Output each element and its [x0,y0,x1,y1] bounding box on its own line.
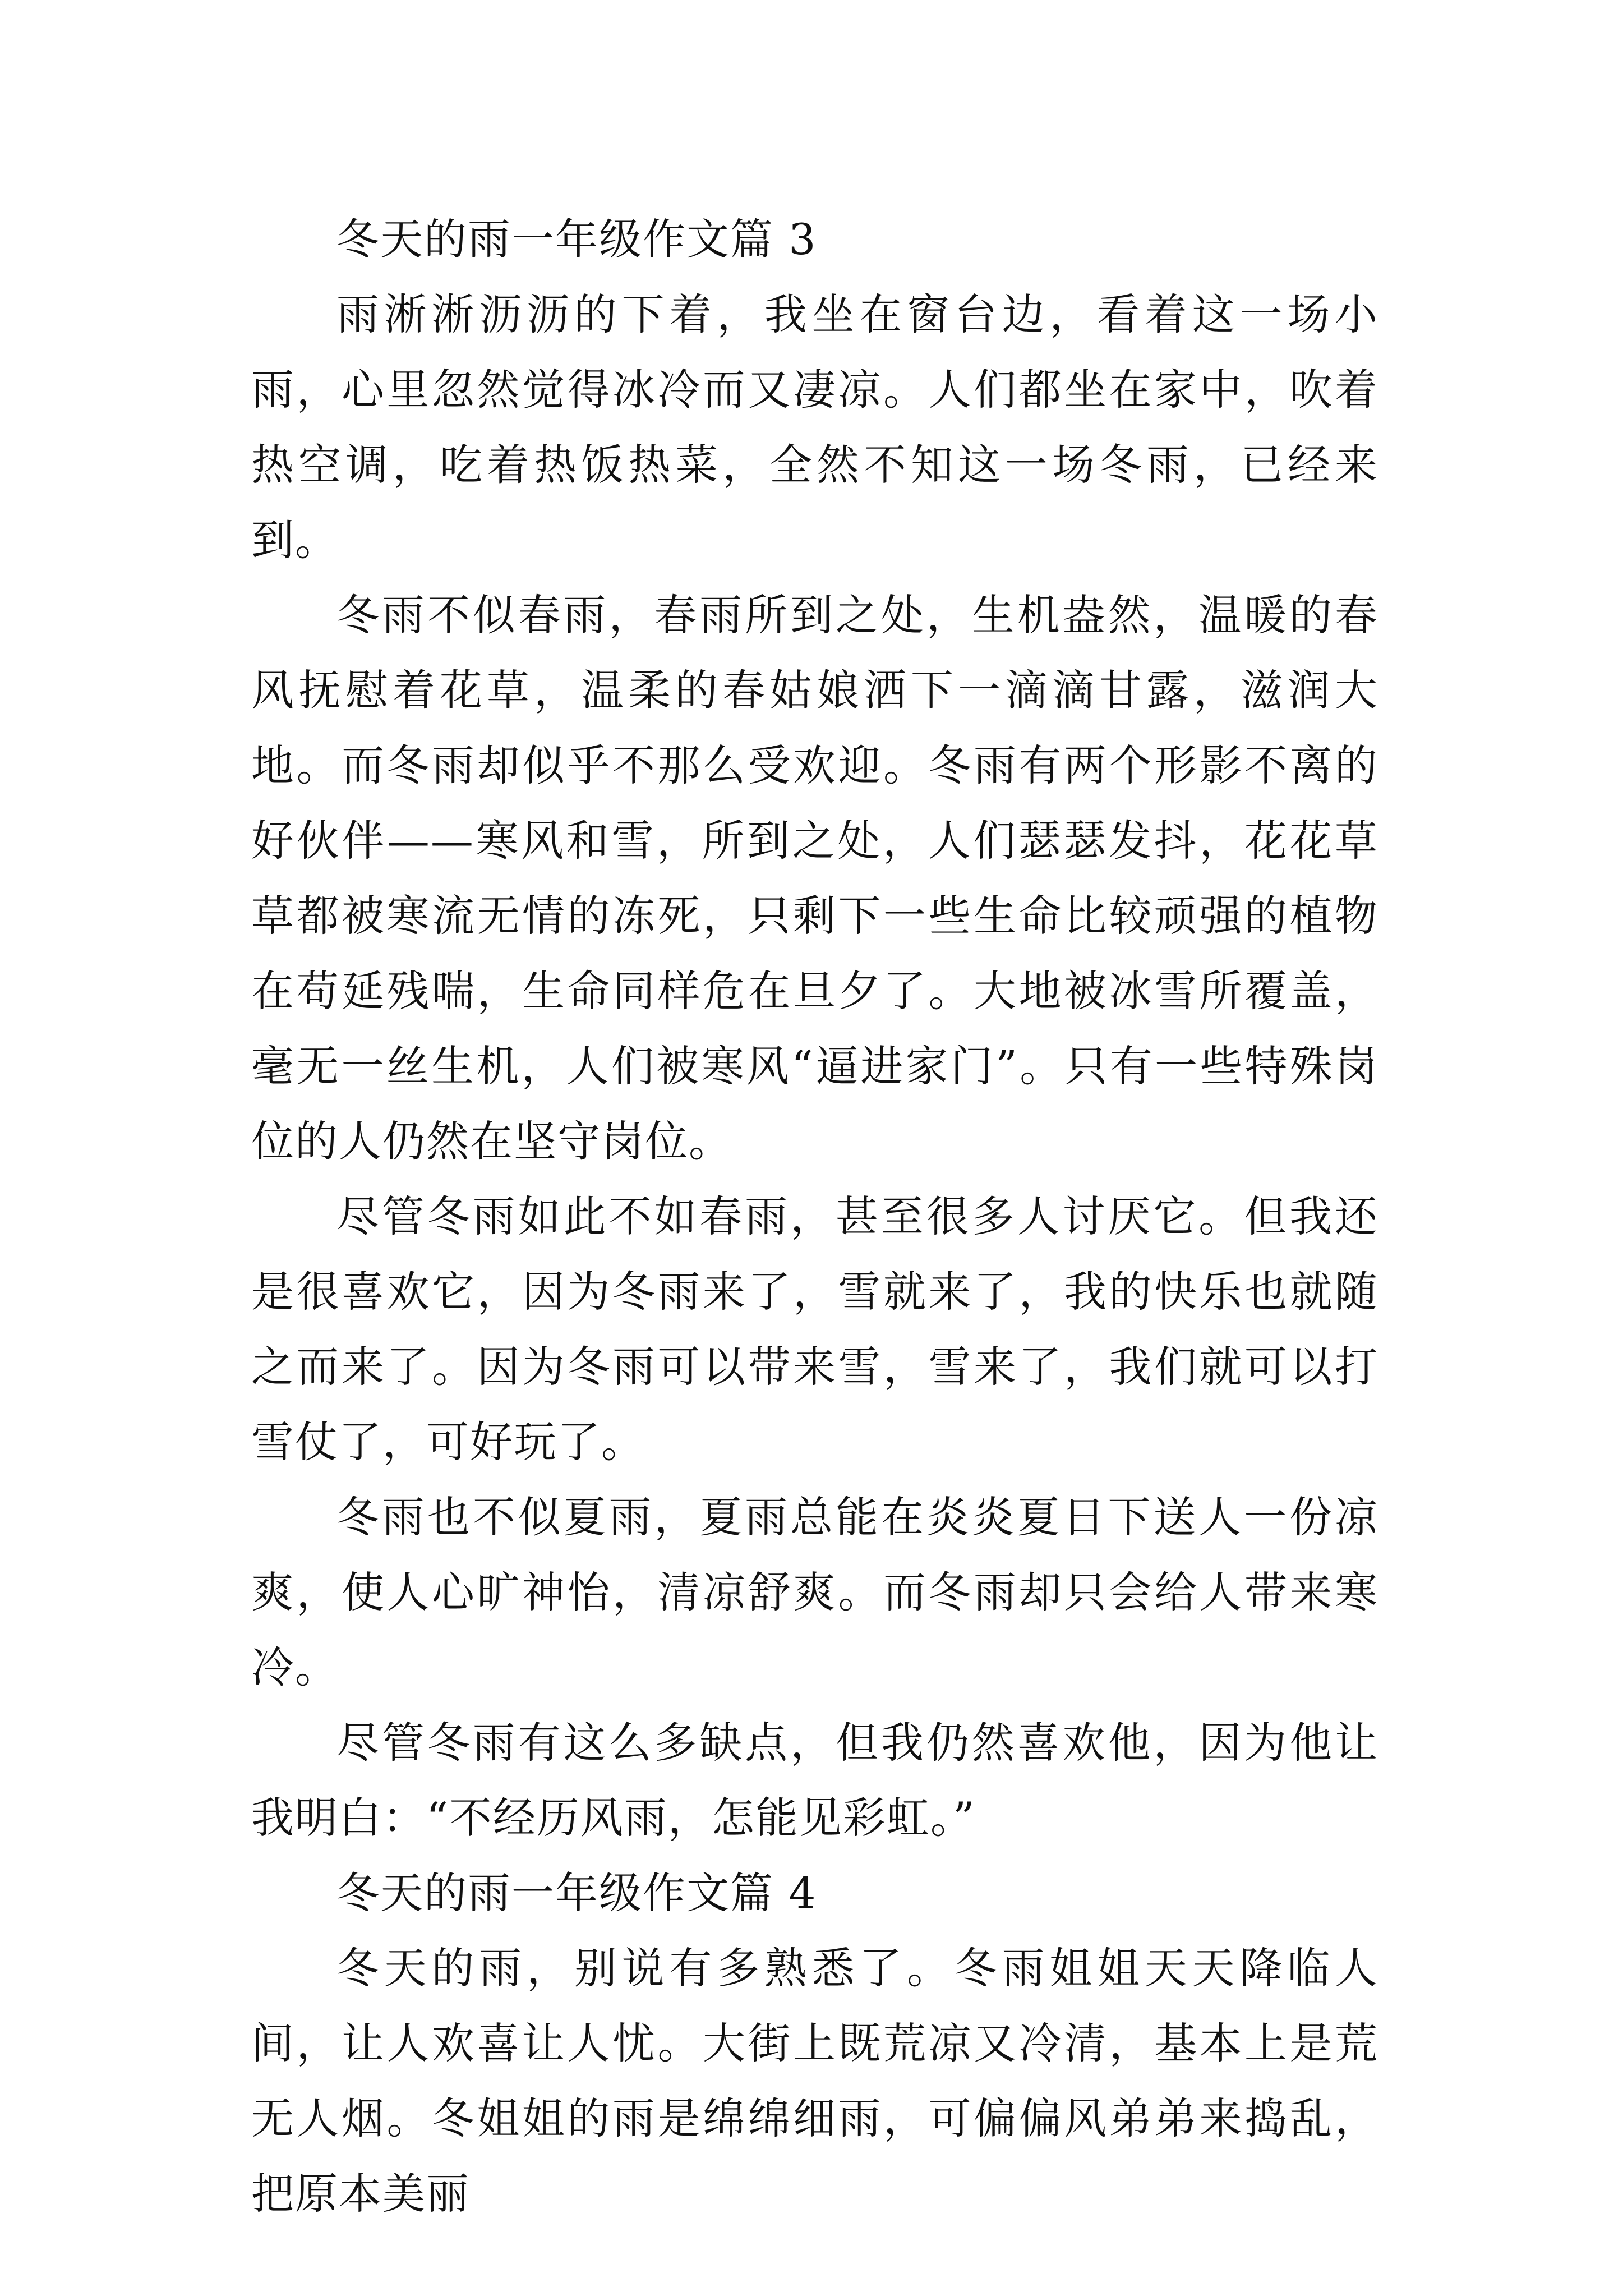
document-body [251,202,1378,2231]
paragraph: 尽管冬雨如此不如春雨，甚至很多人讨厌它。但我还是很喜欢它，因为冬雨来了，雪就来了，我的快乐也就随之而来了。因为冬雨可以带来雪，雪来了，我们就可以打雪仗了，可好玩了。 [251,1191,1378,1467]
paragraph: 冬天的雨，别说有多熟悉了。冬雨姐姐天天降临人间，让人欢喜让人忧。大街上既荒凉又冷清，基本上是荒无人烟。冬姐姐的雨是绵绵细雨，可偏偏风弟弟来捣乱，把原本美丽 [251,1943,1378,2219]
paragraph: 冬雨不似春雨，春雨所到之处，生机盎然，温暖的春风抚慰着花草，温柔的春姑娘洒下一滴滴甘露，滋润大地。而冬雨却似乎不那么受欢迎。冬雨有两个形影不离的好伙伴——寒风和雪，所到之处，人们瑟瑟发抖，花花草草都被寒流无情的冻死，只剩下一些生命比较顽强的植物在苟延残喘，生命同样危在旦夕了。大地被冰雪所覆盖，毫无一丝生机，人们被寒风“逼进家门”。只有一些特殊岗位的人仍然在坚守岗位。 [251,590,1378,1166]
paragraph: 冬雨也不似夏雨，夏雨总能在炎炎夏日下送人一份凉爽，使人心旷神怡，清凉舒爽。而冬雨却只会给人带来寒冷。 [251,1492,1378,1692]
paragraph: 雨淅淅沥沥的下着，我坐在窗台边，看着这一场小雨，心里忽然觉得冰冷而又凄凉。人们都坐在家中，吹着热空调，吃着热饭热菜，全然不知这一场冬雨，已经来到。 [251,289,1378,565]
section-heading-4: 冬天的雨一年级作文篇 4 [336,1868,817,1918]
paragraph: 尽管冬雨有这么多缺点，但我仍然喜欢他，因为他让我明白：“不经历风雨，怎能见彩虹。” [251,1718,1378,1843]
section-heading-3: 冬天的雨一年级作文篇 3 [336,214,817,264]
